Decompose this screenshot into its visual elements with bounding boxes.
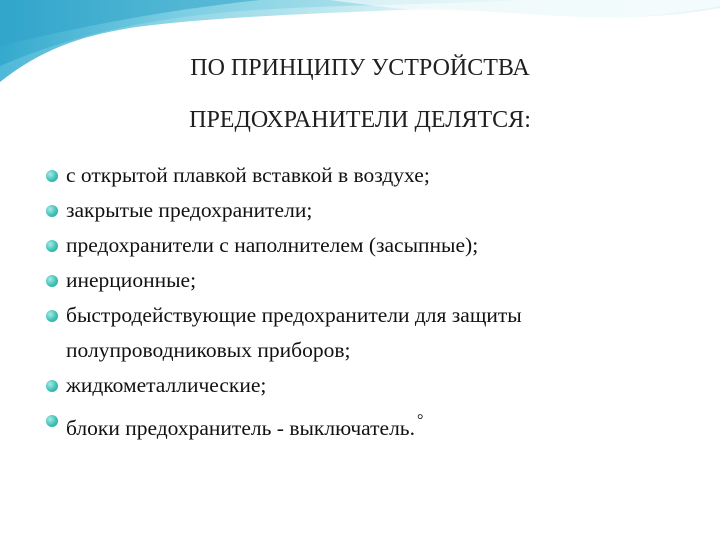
list-item — [44, 263, 684, 298]
list-item — [44, 298, 684, 368]
list-item — [44, 228, 684, 263]
list-item-text: с открытой плавкой вставкой в воздухе; — [66, 163, 430, 187]
list-item — [44, 403, 684, 446]
bullet-list — [44, 158, 684, 446]
bullet-icon — [46, 205, 58, 217]
list-item-text: быстродействующие предохранители для защиты — [66, 303, 522, 327]
bullet-icon — [46, 310, 58, 322]
bullet-icon — [46, 240, 58, 252]
list-item — [44, 368, 684, 403]
bullet-icon — [46, 415, 58, 427]
degree-mark: ° — [416, 412, 424, 429]
list-item-text: жидкометаллические; — [66, 373, 267, 397]
bullet-icon — [46, 275, 58, 287]
slide-title-line-1: ПО ПРИНЦИПУ УСТРОЙСТВА — [190, 55, 530, 81]
list-item-text: закрытые предохранители; — [66, 198, 313, 222]
bullet-icon — [46, 380, 58, 392]
list-item-text: предохранители с наполнителем (засыпные); — [66, 233, 479, 257]
slide-title-line-2: ПРЕДОХРАНИТЕЛИ ДЕЛЯТСЯ: — [189, 107, 531, 133]
list-item — [44, 193, 684, 228]
list-item-text: инерционные; — [66, 268, 197, 292]
list-item-continuation: полупроводниковых приборов; — [66, 338, 351, 362]
bullet-icon — [46, 170, 58, 182]
list-item-text: блоки предохранитель - выключатель. — [66, 416, 415, 440]
list-item — [44, 158, 684, 193]
